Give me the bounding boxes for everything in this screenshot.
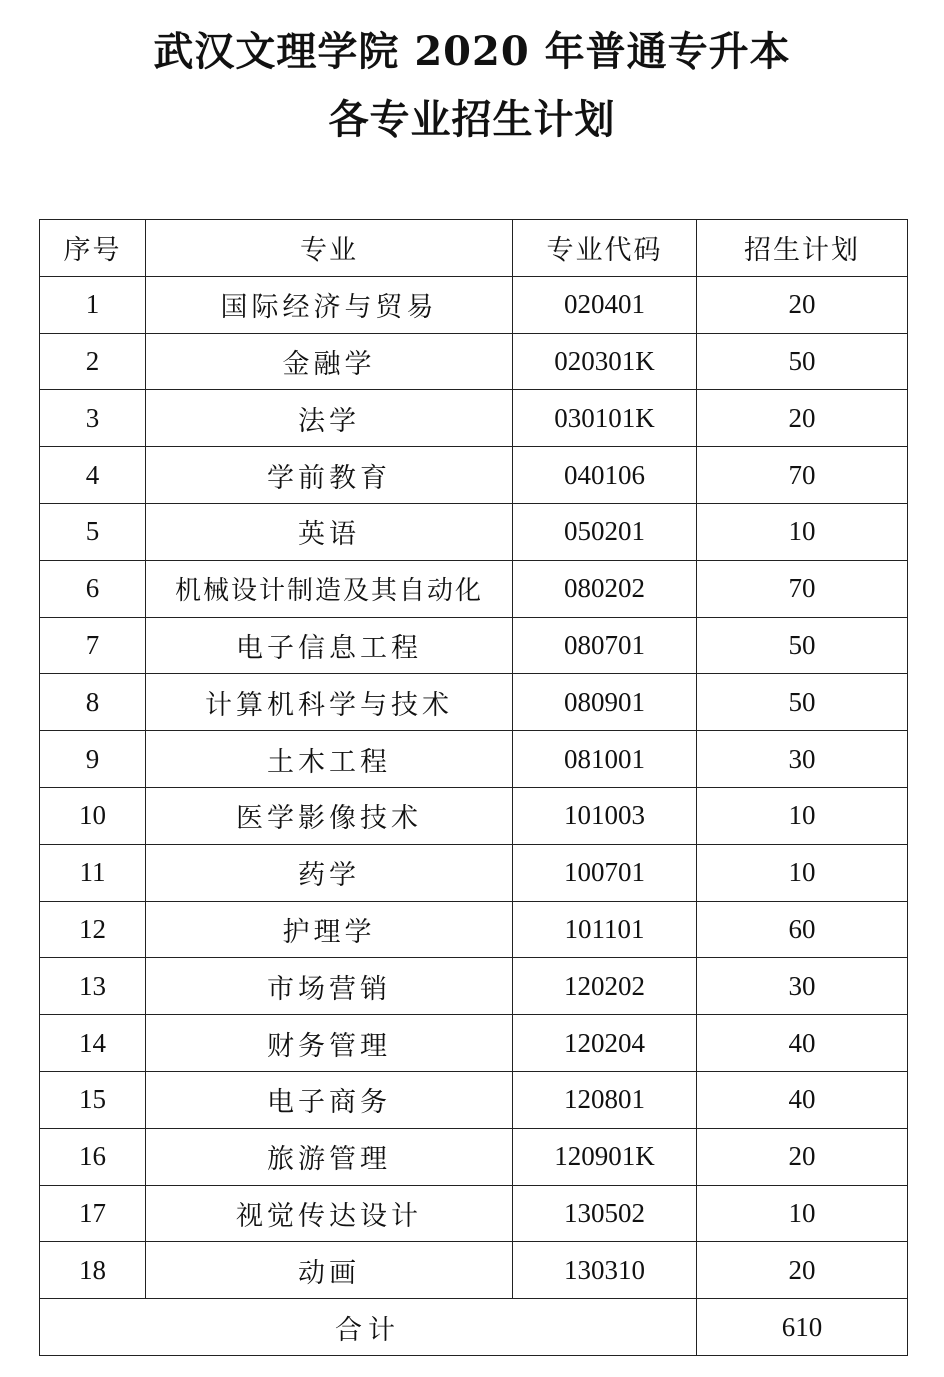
cell-code: 040106 bbox=[513, 447, 697, 504]
cell-plan: 10 bbox=[697, 787, 908, 844]
cell-code: 080901 bbox=[513, 674, 697, 731]
cell-seq: 17 bbox=[40, 1185, 146, 1242]
cell-plan: 70 bbox=[697, 447, 908, 504]
cell-code: 120801 bbox=[513, 1071, 697, 1128]
enrollment-plan-table bbox=[39, 219, 908, 1356]
table-row bbox=[40, 447, 908, 504]
cell-seq: 8 bbox=[40, 674, 146, 731]
cell-seq: 7 bbox=[40, 617, 146, 674]
cell-seq: 2 bbox=[40, 333, 146, 390]
cell-code: 130310 bbox=[513, 1242, 697, 1299]
cell-major: 财务管理 bbox=[146, 1015, 513, 1072]
cell-major: 市场营销 bbox=[146, 958, 513, 1015]
cell-seq: 16 bbox=[40, 1128, 146, 1185]
table-row bbox=[40, 844, 908, 901]
table-total-row bbox=[40, 1299, 908, 1356]
table-row bbox=[40, 617, 908, 674]
cell-code: 081001 bbox=[513, 731, 697, 788]
table-row bbox=[40, 731, 908, 788]
cell-seq: 13 bbox=[40, 958, 146, 1015]
cell-plan: 10 bbox=[697, 844, 908, 901]
cell-plan: 10 bbox=[697, 503, 908, 560]
cell-plan: 20 bbox=[697, 1128, 908, 1185]
cell-code: 030101K bbox=[513, 390, 697, 447]
cell-major: 法学 bbox=[146, 390, 513, 447]
table-row bbox=[40, 958, 908, 1015]
table-row bbox=[40, 1128, 908, 1185]
cell-code: 101003 bbox=[513, 787, 697, 844]
cell-seq: 14 bbox=[40, 1015, 146, 1072]
cell-seq: 12 bbox=[40, 901, 146, 958]
cell-major: 电子信息工程 bbox=[146, 617, 513, 674]
cell-seq: 6 bbox=[40, 560, 146, 617]
cell-major: 电子商务 bbox=[146, 1071, 513, 1128]
cell-code: 080202 bbox=[513, 560, 697, 617]
cell-code: 100701 bbox=[513, 844, 697, 901]
table-row bbox=[40, 1242, 908, 1299]
cell-major: 英语 bbox=[146, 503, 513, 560]
cell-code: 120202 bbox=[513, 958, 697, 1015]
cell-major: 土木工程 bbox=[146, 731, 513, 788]
cell-plan: 50 bbox=[697, 674, 908, 731]
cell-plan: 50 bbox=[697, 617, 908, 674]
cell-major: 护理学 bbox=[146, 901, 513, 958]
table-row bbox=[40, 1015, 908, 1072]
cell-code: 130502 bbox=[513, 1185, 697, 1242]
cell-major: 计算机科学与技术 bbox=[146, 674, 513, 731]
cell-seq: 9 bbox=[40, 731, 146, 788]
cell-plan: 20 bbox=[697, 390, 908, 447]
cell-seq: 4 bbox=[40, 447, 146, 504]
table-row bbox=[40, 1185, 908, 1242]
table-row bbox=[40, 390, 908, 447]
cell-plan: 40 bbox=[697, 1071, 908, 1128]
cell-code: 120204 bbox=[513, 1015, 697, 1072]
cell-plan: 20 bbox=[697, 1242, 908, 1299]
cell-code: 050201 bbox=[513, 503, 697, 560]
total-label: 合计 bbox=[40, 1299, 697, 1356]
cell-seq: 3 bbox=[40, 390, 146, 447]
cell-major: 药学 bbox=[146, 844, 513, 901]
table-row bbox=[40, 276, 908, 333]
cell-seq: 18 bbox=[40, 1242, 146, 1299]
cell-seq: 15 bbox=[40, 1071, 146, 1128]
cell-code: 120901K bbox=[513, 1128, 697, 1185]
cell-plan: 70 bbox=[697, 560, 908, 617]
cell-plan: 30 bbox=[697, 731, 908, 788]
cell-code: 020301K bbox=[513, 333, 697, 390]
table-row bbox=[40, 674, 908, 731]
cell-plan: 50 bbox=[697, 333, 908, 390]
cell-major: 医学影像技术 bbox=[146, 787, 513, 844]
cell-code: 080701 bbox=[513, 617, 697, 674]
total-value: 610 bbox=[697, 1299, 908, 1356]
table-row bbox=[40, 503, 908, 560]
cell-code: 020401 bbox=[513, 276, 697, 333]
cell-major: 学前教育 bbox=[146, 447, 513, 504]
cell-major: 旅游管理 bbox=[146, 1128, 513, 1185]
cell-major: 视觉传达设计 bbox=[146, 1185, 513, 1242]
cell-code: 101101 bbox=[513, 901, 697, 958]
table-row bbox=[40, 1071, 908, 1128]
cell-seq: 11 bbox=[40, 844, 146, 901]
cell-plan: 20 bbox=[697, 276, 908, 333]
table-row bbox=[40, 787, 908, 844]
cell-major: 动画 bbox=[146, 1242, 513, 1299]
table-row bbox=[40, 333, 908, 390]
header-code: 专业代码 bbox=[513, 220, 697, 277]
cell-major: 国际经济与贸易 bbox=[146, 276, 513, 333]
cell-seq: 10 bbox=[40, 787, 146, 844]
header-plan: 招生计划 bbox=[697, 220, 908, 277]
header-seq: 序号 bbox=[40, 220, 146, 277]
cell-seq: 1 bbox=[40, 276, 146, 333]
document-title-line2: 各专业招生计划 bbox=[328, 96, 616, 143]
table-row bbox=[40, 560, 908, 617]
cell-major: 机械设计制造及其自动化 bbox=[146, 560, 513, 617]
table-row bbox=[40, 901, 908, 958]
cell-plan: 60 bbox=[697, 901, 908, 958]
table-header-row bbox=[40, 220, 908, 277]
cell-plan: 10 bbox=[697, 1185, 908, 1242]
cell-plan: 40 bbox=[697, 1015, 908, 1072]
header-major: 专业 bbox=[146, 220, 513, 277]
cell-seq: 5 bbox=[40, 503, 146, 560]
document-title-line1: 武汉文理学院 2020 年普通专升本 bbox=[153, 28, 791, 75]
cell-plan: 30 bbox=[697, 958, 908, 1015]
cell-major: 金融学 bbox=[146, 333, 513, 390]
